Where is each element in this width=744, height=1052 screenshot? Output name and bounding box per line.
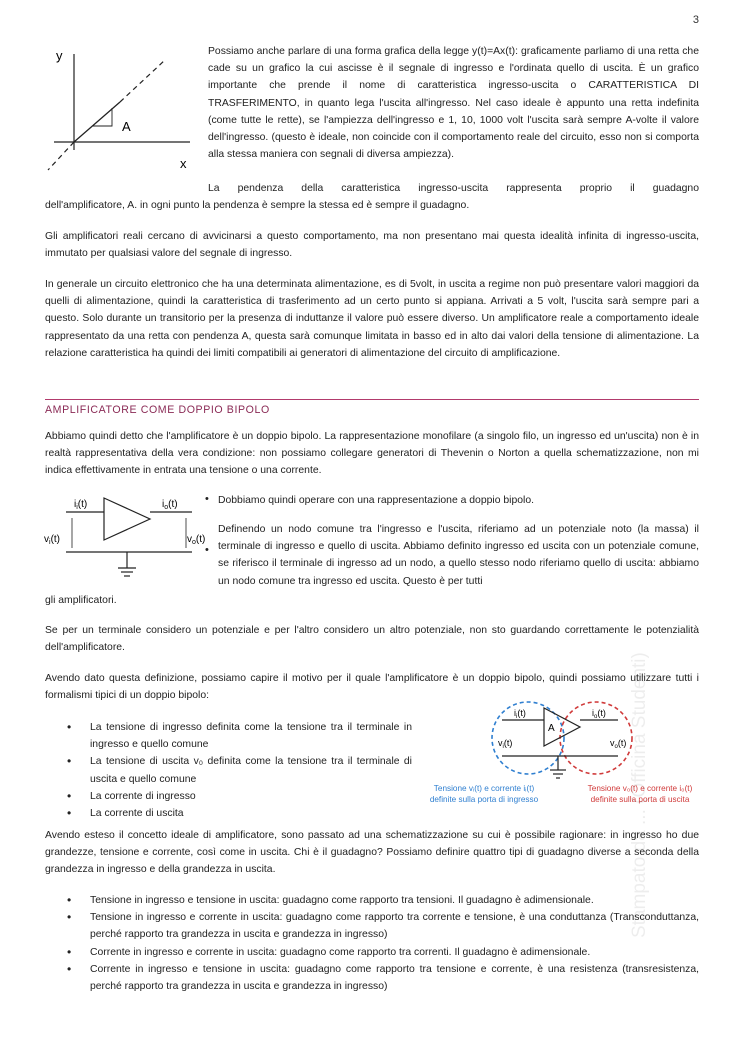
list-item: • Corrente in ingresso e corrente in uscita: guadagno come rapporto tra correnti. Il guadagno è adimensionale. [45,944,699,961]
double-bipole-circuit [42,490,214,582]
common-node-paragraph: Definendo un nodo comune tra l'ingresso e l'uscita, riferiamo ad un potenziale noto (la massa) il terminale di ingresso e quello di uscita. Abbiamo definito ingresso ed uscita con un potenziale comune, se riferisco il terminale di ingresso ad un nodo, a quello stesso nodo riferiamo quello di uscita: abbiamo un nodo comune tra ingresso ed uscita. Questo è per tutti [218,524,699,587]
svg-text:Stampato da ... (Officina Stud: Stampato da ... (Officina Studenti) [629,652,650,938]
bipolo-paragraph: Abbiamo quindi detto che l'amplificatore è un doppio bipolo. La rappresentazione monofilare (a singolo filo, un ingresso ed un'uscita) non è in realtà rappresentativa della vera condizione: non possiamo collegare generatori di Thevenin o Norton a quella schematizzazione, non mi indica effettivamente in entrata una tensione o una corrente. [45,431,699,477]
list-item: • La tensione di ingresso definita come la tensione tra il terminale in ingresso e quello comune [45,719,412,753]
circuit2-input-caption-1: Tensione vᵢ(t) e corrente iᵢ(t) [433,784,535,793]
real-amplifiers-paragraph: Gli amplificatori reali cercano di avvicinarsi a questo comportamento, ma non presentano mai questa idealità infinita di ingresso-uscita, immutato per qualsiasi valore del segnale di ingresso. [45,231,699,260]
list-item: • La tensione di uscita v₀ definita come la tensione tra il terminale di uscita e quello comune [45,753,412,787]
circuit1-output-voltage: $v_o(t)$ [187,534,206,546]
circuit1-output-current: $i_o(t)$ [162,499,178,511]
two-port-circuit [414,698,704,810]
slope-paragraph-rest: dell'amplificatore, A. in ogni punto la pendenza è sempre la stessa ed è sempre il guadagno. [45,200,470,211]
common-node-tail: gli amplificatori. [45,595,117,606]
circuit2-output-caption-2: definite sulla porta di uscita [590,795,690,804]
list-item: • La corrente di ingresso [45,788,412,805]
circuit2-amp-label: A [548,723,555,734]
circuit2-output-current: $i_o(t)$ [592,708,606,720]
supply-paragraph: In generale un circuito elettronico che ha una determinata alimentazione, es di 5volt, in uscita a regime non può presentare valori maggiori da quelli di alimentazione, quindi la caratteristica di trasferimento ad un certo punto si appiana. Arrivati a 5 volt, l'uscita sarà sempre pari a questo. Solo durante un transitorio per la presenza di induttanze il valore può essere diverso. Un amplificatore reale a comportamento ideale rappresentato da una retta con pendenza A, questa sarà comunque limitata in basso ed in alto dai valori della tensione di alimentazione. La relazione caratteristica ha quindi dei limiti compatibili ai generatori di alimentazione del circuito di amplificazione. [45,279,699,359]
circuit2-output-caption-1: Tensione v₀(t) e corrente i₀(t) [587,784,693,793]
circuit1-input-current: $i_i(t)$ [74,499,88,511]
transfer-characteristic-graph [40,42,200,177]
page-number: 3 [692,14,699,26]
bullet-double-bipole: Dobbiamo quindi operare con una rappresentazione a doppio bipolo. [218,495,534,506]
bullet-marker: • [205,493,209,505]
circuit2-input-caption-2: definite sulla porta di ingresso [429,795,539,804]
bullet-marker: • [205,544,209,556]
graph-y-label: y [56,48,63,63]
gain-types-list [45,892,699,995]
graph-x-label: x [180,156,187,171]
list-item: • Tensione in ingresso e tensione in uscita: guadagno come rapporto tra tensioni. Il guadagno è adimensionale. [45,892,699,909]
gain-paragraph: Avendo esteso il concetto ideale di amplificatore, sono passato ad una schematizzazione su cui è possibile ragionare: in ingresso ho due grandezze, tensione e corrente, così come in uscita. Chi è il guadagno? Possiamo definire quattro tipi di guadagno diverse a seconda della grandezza in ingresso e della grandezza in uscita. [45,830,699,876]
section-heading: AMPLIFICATORE COME DOPPIO BIPOLO [45,404,270,416]
list-item: • Corrente in ingresso e tensione in uscita: guadagno come rapporto tra tensione e corrente, è una resistenza (transresistenza, perché rapporto tra grandezza in uscita e grandezza in ingresso) [45,961,699,995]
list-item: • Tensione in ingresso e corrente in uscita: guadagno come rapporto tra corrente e tensione, è una conduttanza (Transconduttanza, perché rapporto tra grandezza in uscita e grandezza in ingresso) [45,909,699,943]
watermark [625,520,651,940]
circuit2-input-current: $i_i(t)$ [514,708,526,720]
circuit2-output-voltage: $v_o(t)$ [610,738,627,750]
circuit2-input-voltage: $v_i(t)$ [498,738,513,750]
definition-paragraph: Avendo dato questa definizione, possiamo capire il motivo per il quale l'amplificatore è un doppio bipolo, quindi possiamo utilizzare tutti i formalismi tipici di un doppio bipolo: [45,673,699,702]
section-rule [45,399,699,400]
potential-paragraph: Se per un terminale considero un potenziale e per l'altro considero un altro potenziale, non sto guardando correttamente le potenzialità dell'amplificatore. [45,625,699,654]
graph-slope-label: A [122,119,131,134]
formalisms-list [45,719,412,822]
list-item: • La corrente di uscita [45,805,412,822]
intro-paragraph: Possiamo anche parlare di una forma grafica della legge y(t)=Ax(t): graficamente parliamo di una retta che cade su un grafico la cui ascisse è il segnale di ingresso e l'ordinata quello di uscita. È un grafico importante che prende il nome di caratteristica ingresso-uscita o CARATTERISTICA DI TRASFERIMENTO, in quanto lega l'uscita all'ingresso. Nel caso ideale è appunto una retta indefinita (come tutte le rette), se l'ampiezza dell'ingresso e 1, 10, 1000 volt l'uscita sarà sempre A-volte il valore dell'ingresso. (questo è ideale, non coincide con il comportamento reale del circuito, esso non si comporta alla stessa maniera con segnali di diversa ampiezza). [208,46,699,161]
slope-paragraph-first: La pendenza della caratteristica ingresso-uscita rappresenta proprio il guadagno [208,183,699,194]
circuit1-input-voltage: $v_i(t)$ [44,534,61,546]
